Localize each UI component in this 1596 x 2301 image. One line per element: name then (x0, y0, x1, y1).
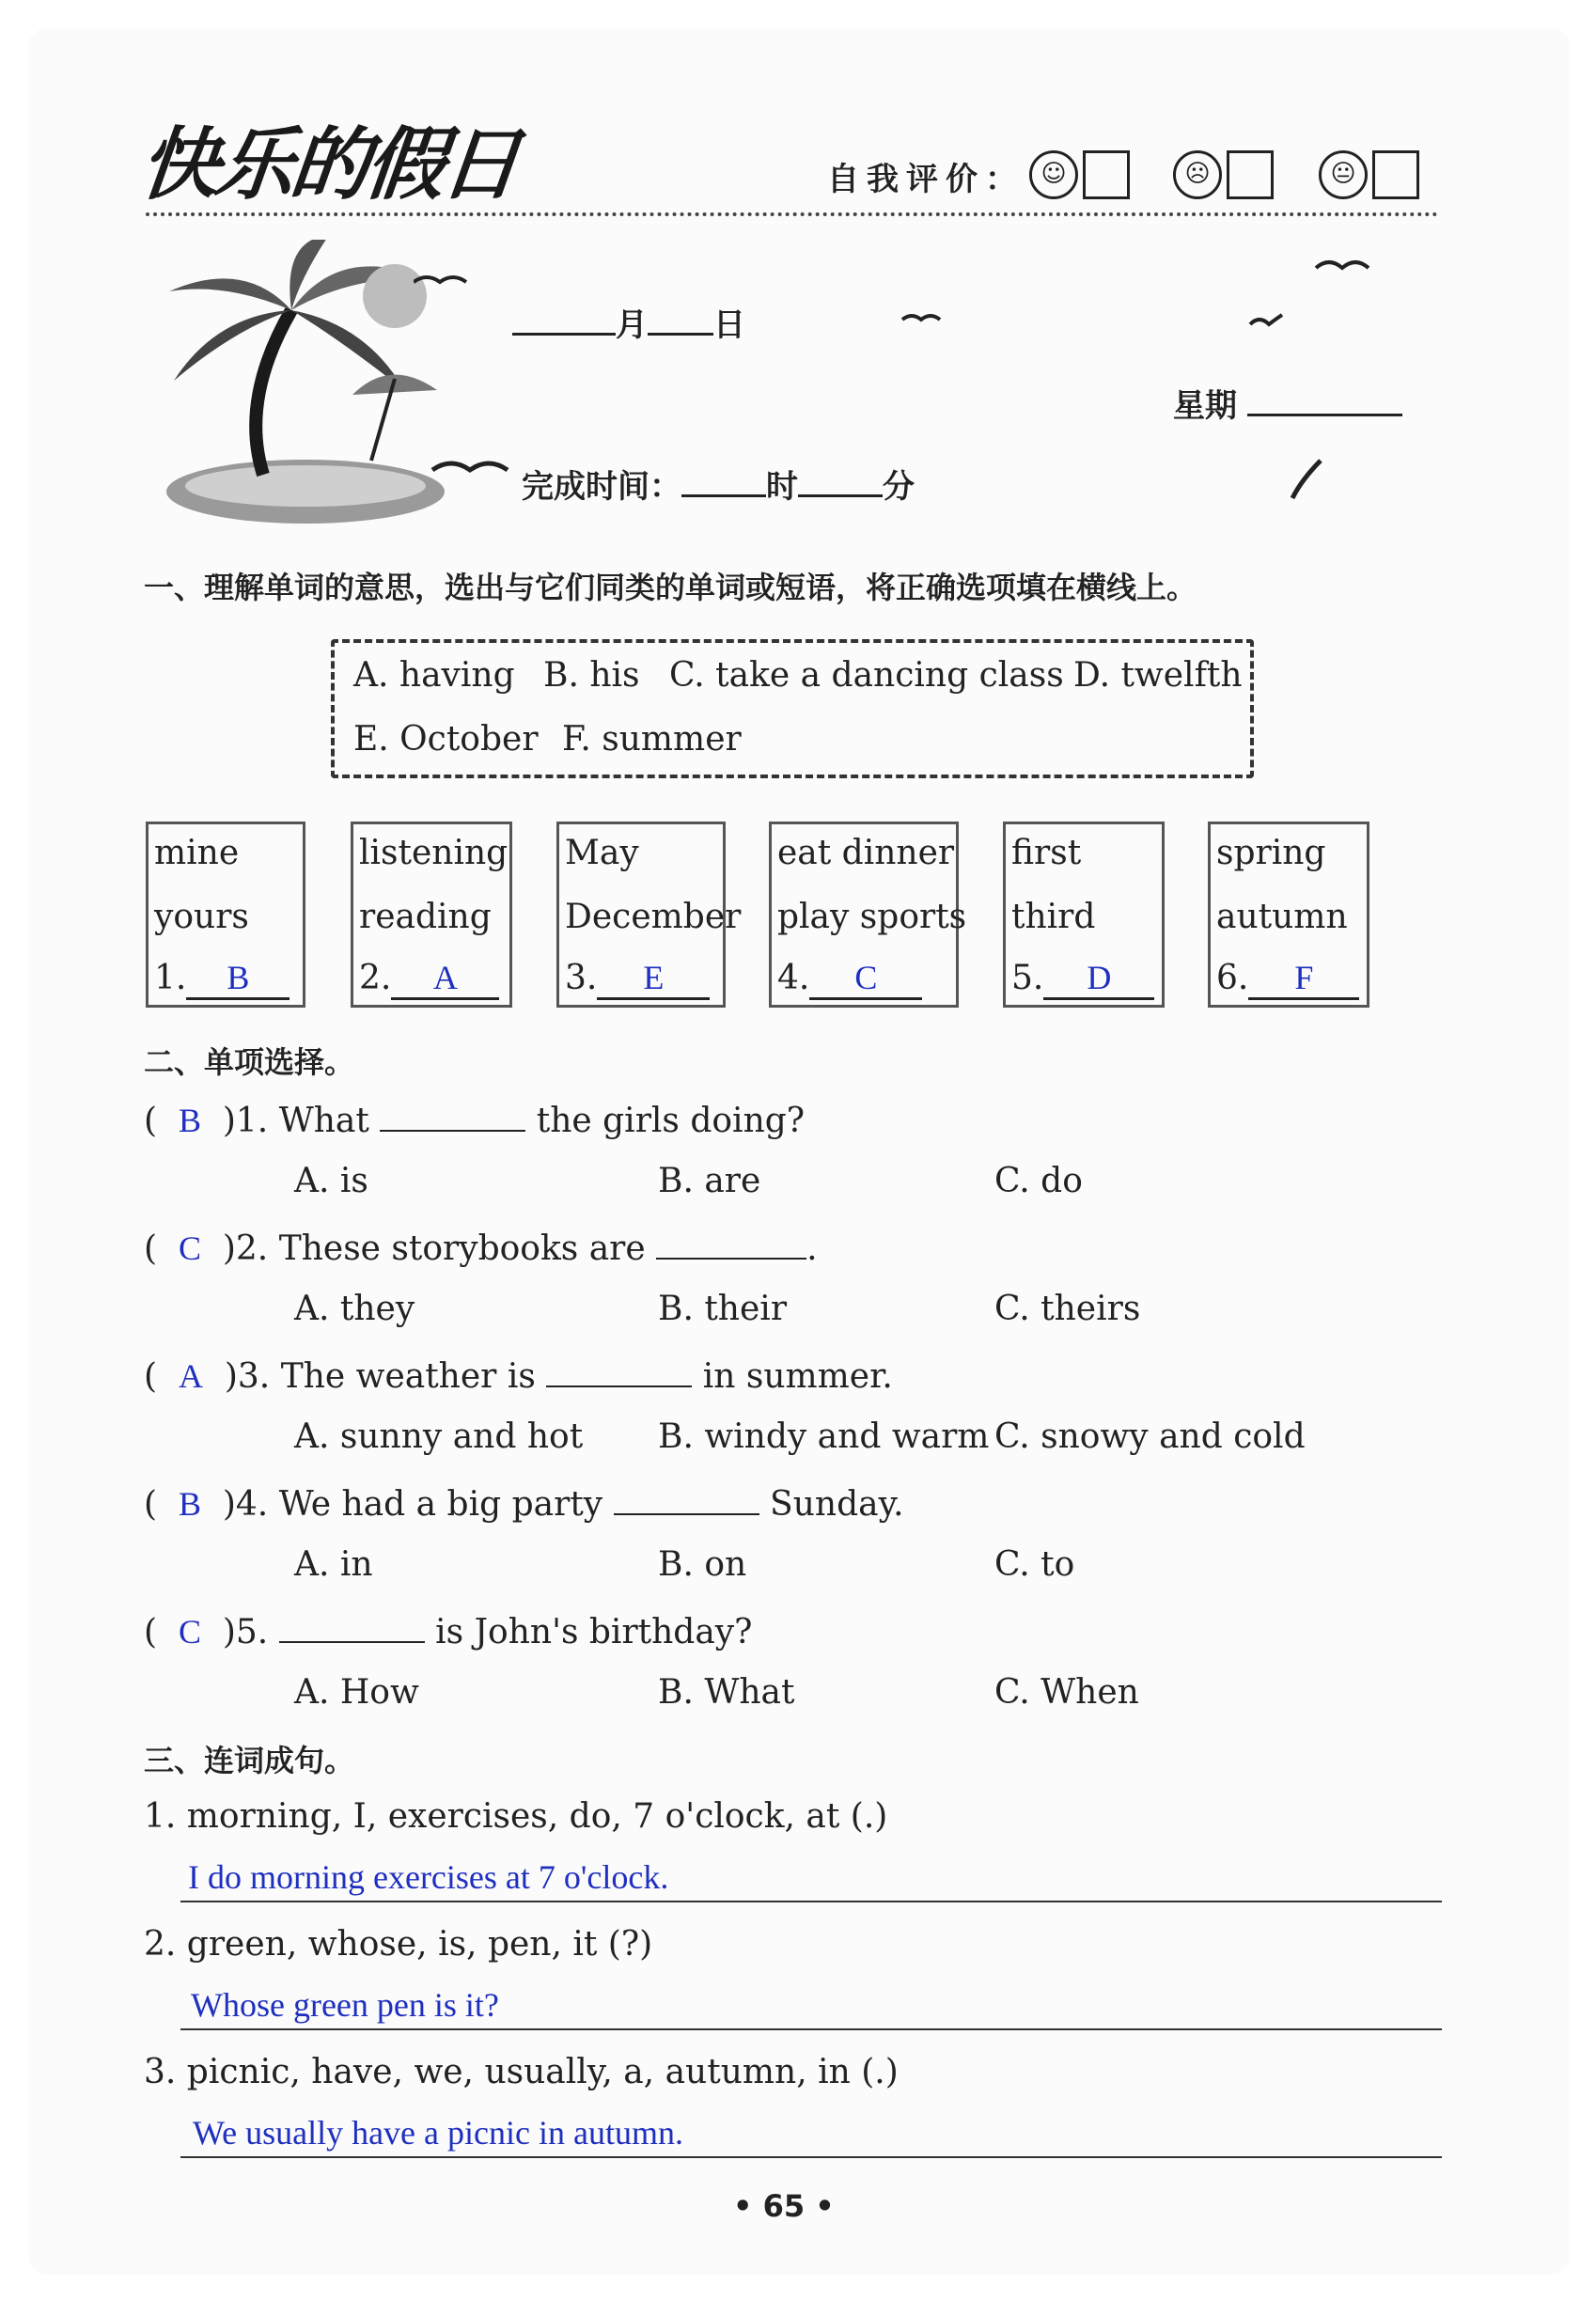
option-f: F. summer (562, 720, 742, 759)
word-box-6 (1208, 822, 1369, 1008)
section2-title: 二、单项选择。 (144, 1044, 355, 1080)
weekday-blank[interactable] (1247, 414, 1402, 416)
choice-c: C. to (994, 1545, 1075, 1584)
neutral-face-icon: 😐 (1319, 150, 1368, 199)
option-c: C. take a dancing class (669, 656, 1064, 695)
choice-a: A. is (294, 1162, 368, 1200)
choice-c: C. do (994, 1162, 1083, 1200)
word-box-4 (769, 822, 967, 1008)
word-box-2 (351, 822, 512, 1008)
reorder-answer-3[interactable]: We usually have a picnic in autumn. (193, 2114, 683, 2152)
day-blank[interactable] (648, 333, 713, 336)
word-box-word: first (1011, 834, 1082, 872)
word-box-answer-line: 5. D (1011, 958, 1154, 1000)
self-eval-label: 自我评价： (827, 161, 1025, 198)
word-box-word: third (1011, 898, 1096, 936)
option-e: E. October (353, 720, 539, 759)
word-box-word: autumn (1216, 898, 1348, 936)
section1-title: 一、理解单词的意思，选出与它们同类的单词或短语，将正确选项填在横线上。 (144, 570, 1197, 605)
month-blank[interactable] (512, 333, 616, 336)
answer-text[interactable]: C (854, 959, 878, 996)
choice-c: C. theirs (994, 1290, 1141, 1328)
word-box-word: May (565, 834, 639, 872)
month-label: 月 (616, 306, 648, 344)
choice-c: C. When (994, 1673, 1139, 1712)
word-box-word: spring (1216, 834, 1326, 872)
reorder-prompt-2: 2. green, whose, is, pen, it (?) (144, 1925, 653, 1964)
word-box-3 (556, 822, 742, 1008)
word-box-word: reading (359, 898, 492, 936)
day-label: 日 (713, 306, 745, 344)
word-box-1 (146, 822, 305, 1008)
word-box-answer-line: 1. B (154, 958, 289, 1000)
question-answer[interactable]: B (178, 1102, 201, 1139)
date-line (512, 299, 745, 345)
answer-text[interactable]: F (1294, 959, 1314, 996)
eval-box-good[interactable] (1083, 150, 1130, 199)
word-box-word: December (565, 898, 742, 936)
choice-a: A. How (294, 1673, 419, 1712)
reorder-prompt-1: 1. morning, I, exercises, do, 7 o'clock, at (.) (144, 1797, 888, 1836)
answer-text[interactable]: E (643, 959, 665, 996)
question-blank[interactable] (380, 1098, 525, 1132)
option-a: A. having (353, 656, 515, 695)
eval-box-poor[interactable] (1372, 150, 1419, 199)
word-box-word: play sports (777, 898, 967, 936)
answer-line-3 (180, 2156, 1442, 2158)
answer-line-2 (180, 2028, 1442, 2030)
time-label: 完成时间： (522, 468, 681, 506)
answer-line-1 (180, 1901, 1442, 1902)
question-4: ( B )4. We had a big party Sunday. (144, 1481, 904, 1524)
question-answer[interactable]: C (178, 1229, 201, 1267)
question-blank[interactable] (614, 1481, 759, 1515)
hour-label: 时 (766, 468, 798, 506)
logo-title: 快乐的假日 (135, 118, 522, 211)
answer-text[interactable]: A (432, 959, 458, 996)
choice-b: B. their (658, 1290, 788, 1328)
reorder-prompt-3: 3. picnic, have, we, usually, a, autumn, in (.) (144, 2053, 899, 2091)
hour-blank[interactable] (681, 494, 766, 497)
weekday-label: 星期 (1173, 387, 1237, 425)
smile-face-icon: ☺ (1029, 150, 1078, 199)
question-answer[interactable]: C (178, 1613, 201, 1651)
question-answer[interactable]: B (178, 1485, 201, 1523)
word-box-word: eat dinner (777, 834, 955, 872)
word-box-answer-line: 2. A (359, 958, 499, 1000)
minute-label: 分 (883, 468, 915, 506)
choice-a: A. sunny and hot (294, 1417, 584, 1456)
question-5: ( C )5. is John's birthday? (144, 1609, 752, 1651)
choice-a: A. in (294, 1545, 373, 1584)
question-blank[interactable] (656, 1226, 806, 1260)
question-1: ( B )1. What the girls doing? (144, 1098, 805, 1140)
word-box-answer-line: 6. F (1216, 958, 1359, 1000)
question-blank[interactable] (279, 1609, 425, 1643)
option-b: B. his (543, 656, 640, 695)
choice-b: B. What (658, 1673, 795, 1712)
page-number: • 65 • (733, 2188, 835, 2224)
choice-c: C. snowy and cold (994, 1417, 1306, 1456)
word-box-5 (1003, 822, 1165, 1008)
question-2: ( C )2. These storybooks are . (144, 1226, 818, 1268)
answer-text[interactable]: D (1087, 959, 1112, 996)
word-box-word: yours (154, 898, 249, 936)
time-line (522, 461, 915, 507)
worried-face-icon: ☹ (1173, 150, 1222, 199)
header-divider (146, 212, 1438, 216)
reorder-answer-2[interactable]: Whose green pen is it? (191, 1986, 499, 2024)
question-blank[interactable] (546, 1354, 692, 1387)
minute-blank[interactable] (798, 494, 883, 497)
eval-box-ok[interactable] (1227, 150, 1274, 199)
section3-title: 三、连词成句。 (144, 1743, 355, 1778)
option-d: D. twelfth (1073, 656, 1243, 695)
question-answer[interactable]: A (178, 1357, 203, 1395)
choice-b: B. are (658, 1162, 761, 1200)
question-3: ( A )3. The weather is in summer. (144, 1354, 893, 1396)
word-box-answer-line: 3. E (565, 958, 710, 1000)
word-box-word: listening (359, 834, 509, 872)
word-box-answer-line: 4. C (777, 958, 922, 1000)
choice-b: B. windy and warm (658, 1417, 990, 1456)
answer-text[interactable]: B (227, 959, 250, 996)
weekday-line (1173, 380, 1402, 426)
reorder-answer-1[interactable]: I do morning exercises at 7 o'clock. (188, 1858, 669, 1896)
word-box-word: mine (154, 834, 240, 872)
choice-a: A. they (294, 1290, 415, 1328)
choice-b: B. on (658, 1545, 747, 1584)
